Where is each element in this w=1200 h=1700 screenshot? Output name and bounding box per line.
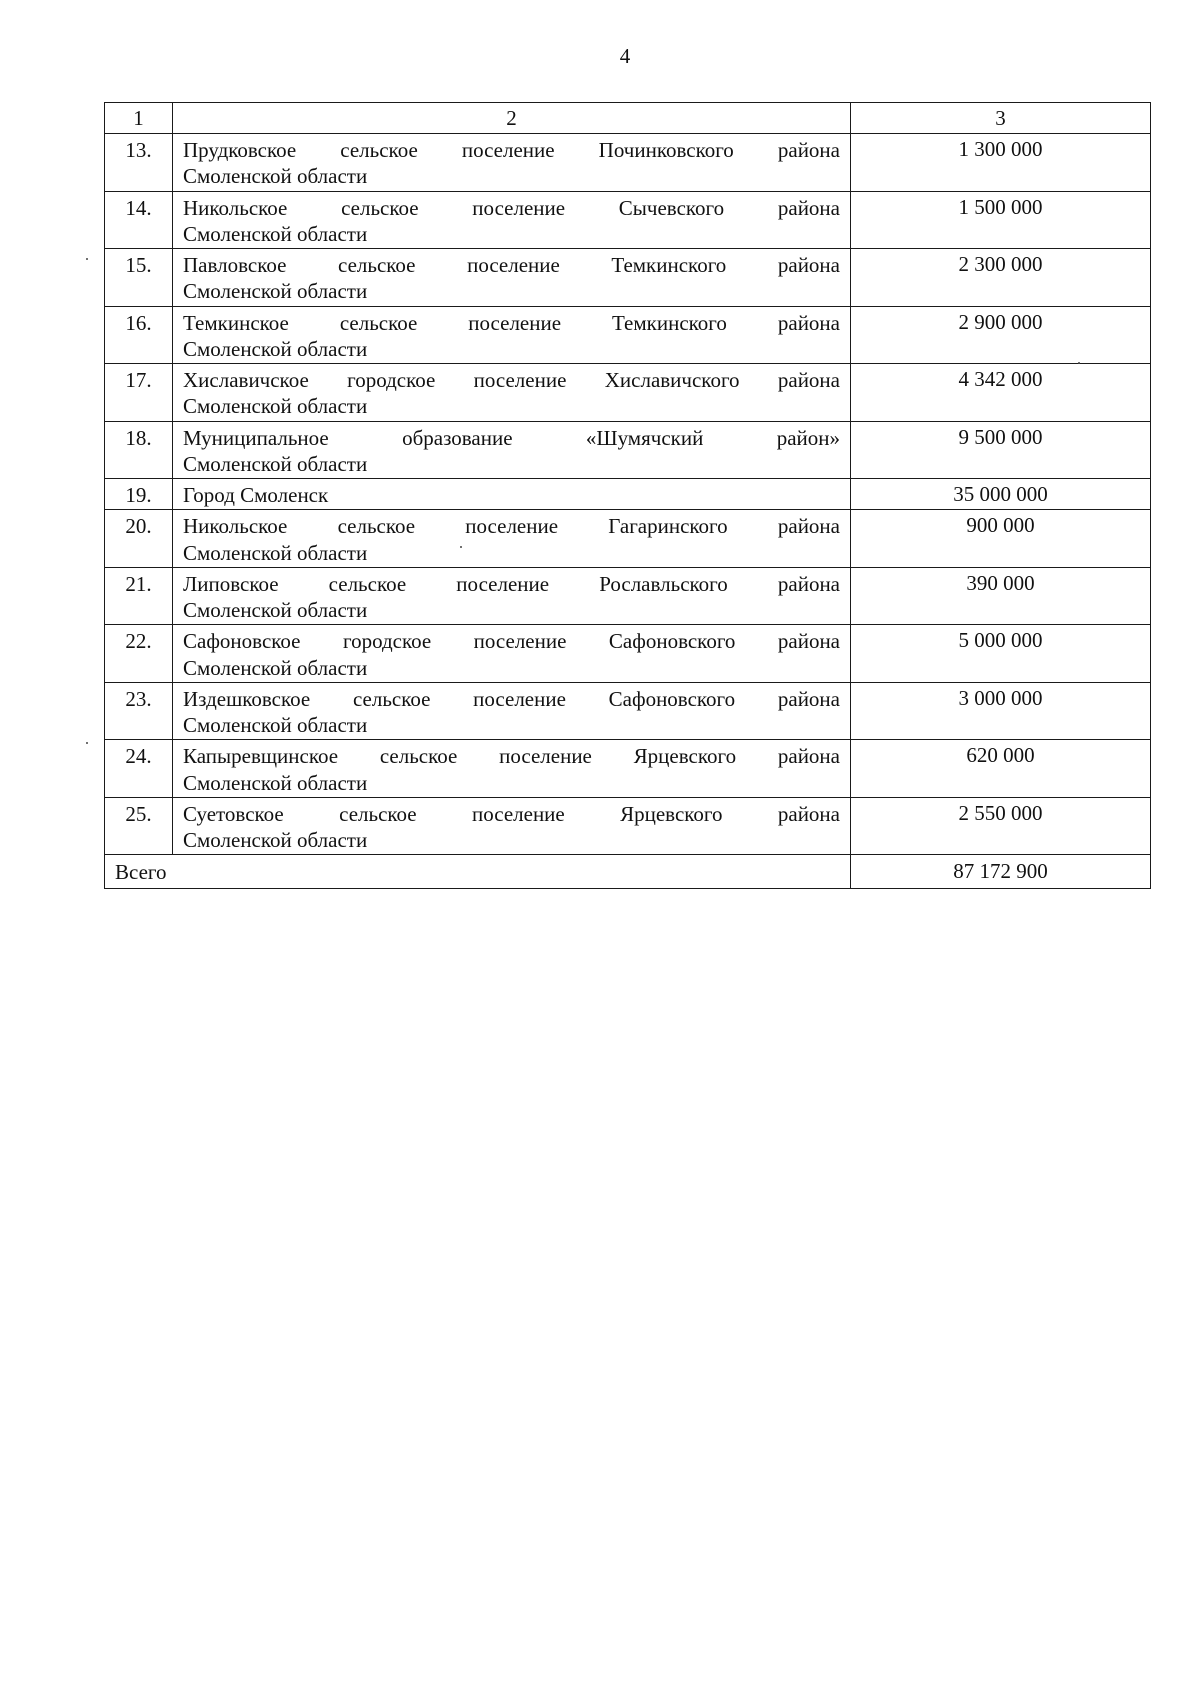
table-row — [105, 364, 1151, 422]
row-number: 18. — [105, 421, 173, 479]
row-number: 23. — [105, 682, 173, 740]
table-row — [105, 306, 1151, 364]
allocation-amount: 1 500 000 — [851, 191, 1151, 249]
settlement-name-cell — [173, 625, 851, 683]
settlement-name: Павловское сельское поселение Темкинского района — [183, 253, 840, 277]
table-row — [105, 510, 1151, 568]
settlement-name: Темкинское сельское поселение Темкинского района — [183, 310, 840, 335]
table-body — [105, 134, 1151, 855]
settlement-name-cell — [173, 740, 851, 798]
settlement-region: Смоленской области — [183, 221, 368, 246]
header-col-2: 2 — [173, 103, 851, 134]
allocation-amount: 1 300 000 — [851, 134, 1151, 192]
settlement-name: Издешковское сельское поселение Сафоновского района — [183, 686, 840, 711]
table-row — [105, 797, 1151, 855]
allocation-amount: 9 500 000 — [851, 421, 1151, 479]
settlement-name-cell — [173, 421, 851, 479]
row-number: 24. — [105, 740, 173, 798]
table-row — [105, 479, 1151, 510]
table-row — [105, 421, 1151, 479]
row-number: 13. — [105, 134, 173, 192]
settlement-name: Город Смоленск — [183, 483, 329, 507]
settlement-region: Смоленской области — [183, 279, 368, 304]
settlement-region: Смоленской области — [183, 540, 368, 565]
row-number: 17. — [105, 364, 173, 422]
settlement-region: Смоленской области — [183, 828, 368, 852]
settlement-name-cell — [173, 249, 851, 307]
scan-speck — [86, 742, 88, 744]
table-row — [105, 740, 1151, 798]
header-col-3: 3 — [851, 103, 1151, 134]
allocation-amount: 2 900 000 — [851, 306, 1151, 364]
total-label: Всего — [105, 855, 851, 888]
settlement-region: Смоленской области — [183, 394, 368, 419]
row-number: 20. — [105, 510, 173, 568]
header-row — [105, 103, 1151, 134]
settlement-region: Смоленской области — [183, 713, 368, 737]
settlement-name-cell — [173, 682, 851, 740]
page-number: 4 — [619, 44, 631, 68]
scan-speck — [1078, 362, 1080, 364]
allocation-amount: 4 342 000 — [851, 364, 1151, 422]
row-number: 19. — [105, 479, 173, 510]
settlement-name-cell — [173, 510, 851, 568]
header-col-1: 1 — [105, 103, 173, 134]
row-number: 14. — [105, 191, 173, 249]
row-number: 21. — [105, 567, 173, 625]
total-row — [105, 855, 1151, 888]
allocation-amount: 5 000 000 — [851, 625, 1151, 683]
table-header — [105, 103, 1151, 134]
settlement-name-cell — [173, 364, 851, 422]
settlement-name-cell — [173, 191, 851, 249]
settlement-region: Смоленской области — [183, 336, 368, 361]
allocation-table — [104, 102, 1151, 889]
allocation-amount: 900 000 — [851, 510, 1151, 568]
settlement-name: Капыревщинское сельское поселение Ярцевского района — [183, 744, 840, 769]
settlement-region: Смоленской области — [183, 655, 368, 680]
table-row — [105, 249, 1151, 307]
settlement-name-cell — [173, 479, 851, 510]
table-row — [105, 625, 1151, 683]
settlement-name: Прудковское сельское поселение Починковского района — [183, 138, 840, 162]
table-footer — [105, 855, 1151, 888]
settlement-name-cell — [173, 134, 851, 192]
settlement-name: Никольское сельское поселение Сычевского района — [183, 195, 840, 220]
settlement-region: Смоленской области — [183, 451, 368, 476]
row-number: 16. — [105, 306, 173, 364]
table-row — [105, 682, 1151, 740]
allocation-amount: 620 000 — [851, 740, 1151, 798]
table-row — [105, 191, 1151, 249]
table-row — [105, 134, 1151, 192]
row-number: 25. — [105, 797, 173, 855]
allocation-amount: 35 000 000 — [851, 479, 1151, 510]
settlement-name-cell — [173, 797, 851, 855]
settlement-name: Липовское сельское поселение Рославльского района — [183, 571, 840, 596]
scan-speck — [86, 258, 88, 260]
settlement-name: Муниципальное образование «Шумячский район» — [183, 425, 840, 450]
settlement-name-cell — [173, 306, 851, 364]
settlement-name: Хиславичское городское поселение Хиславичского района — [183, 368, 840, 392]
allocation-amount: 3 000 000 — [851, 682, 1151, 740]
settlement-region: Смоленской области — [183, 770, 368, 795]
row-number: 22. — [105, 625, 173, 683]
settlement-name: Сафоновское городское поселение Сафоновского района — [183, 629, 840, 654]
total-amount: 87 172 900 — [851, 855, 1151, 888]
settlement-name: Никольское сельское поселение Гагаринского района — [183, 514, 840, 539]
allocation-amount: 2 300 000 — [851, 249, 1151, 307]
settlement-region: Смоленской области — [183, 598, 368, 622]
settlement-region: Смоленской области — [183, 164, 368, 189]
table-row — [105, 567, 1151, 625]
scan-speck — [460, 546, 462, 548]
allocation-amount: 2 550 000 — [851, 797, 1151, 855]
settlement-name: Суетовское сельское поселение Ярцевского района — [183, 801, 840, 826]
settlement-name-cell — [173, 567, 851, 625]
row-number: 15. — [105, 249, 173, 307]
allocation-amount: 390 000 — [851, 567, 1151, 625]
